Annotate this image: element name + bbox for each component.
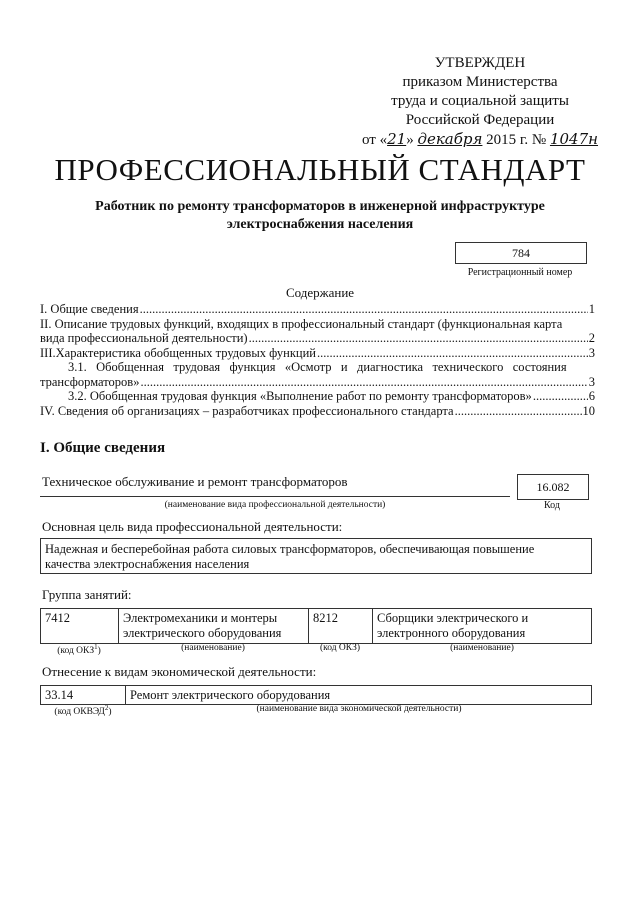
goal-line-2: качества электроснабжения населения	[45, 557, 250, 571]
group-name-cell: Сборщики электрического и электронного оборудования	[373, 609, 592, 644]
approval-country-line: Российской Федерации	[405, 112, 555, 128]
toc-item[interactable]: I. Общие сведения ..... 1	[40, 302, 595, 317]
toc-heading: Содержание	[285, 285, 355, 300]
subtitle-line-1: Работник по ремонту трансформаторов в инженерной инфраструктуре	[95, 199, 545, 214]
toc-item[interactable]: 3.2. Обобщенная трудовая функция «Выполнение работ по ремонту трансформаторов» ..... 6	[40, 389, 595, 404]
activity-code-label: Код	[544, 500, 560, 511]
approval-order-line: приказом Министерства	[402, 74, 558, 90]
okz-code-label: (код ОКЗ$^1$)	[57, 643, 101, 657]
toc-item[interactable]: IV. Сведения об организациях – разработчиках профессионального стандарта ..... 10	[40, 404, 595, 419]
okz-code-label-2: (код ОКЗ)	[319, 643, 361, 653]
document-title: ПРОФЕССИОНАЛЬНЫЙ СТАНДАРТ	[54, 152, 586, 187]
registration-number-label: Регистрационный номер	[467, 267, 573, 278]
goal-box	[40, 538, 592, 574]
approval-date-line: от «21» декабря 2015 г. № 1047н	[361, 130, 599, 148]
date-prefix: от	[361, 132, 376, 148]
registration-number-box: 784	[455, 242, 587, 264]
toc-item[interactable]: вида профессиональной деятельности) ..... 2	[40, 331, 595, 346]
economic-activity-name-label: (наименование вида экономической деятельности)	[256, 704, 462, 714]
subtitle-line-2: электроснабжения населения	[226, 217, 414, 232]
handwritten-month: декабря	[417, 130, 483, 148]
approval-ministry-line: труда и социальной защиты	[391, 93, 569, 109]
toc-item[interactable]: III.Характеристика обобщенных трудовых функций ..... 3	[40, 346, 595, 361]
section-heading: I. Общие сведения	[40, 440, 166, 456]
okved-code-label: (код ОКВЭД$^2$)	[54, 704, 112, 718]
occupation-groups-table	[40, 608, 592, 644]
handwritten-day: 21	[387, 130, 407, 148]
goal-label: Основная цель вида профессиональной деятельности:	[42, 519, 343, 534]
activity-kind-label: (наименование вида профессиональной деятельности)	[164, 500, 386, 510]
date-year: 2015 г. №	[486, 132, 547, 148]
group-name-cell: Электромеханики и монтеры электрического оборудования	[119, 609, 309, 644]
group-code-cell: 7412	[41, 609, 119, 644]
activity-kind-underline	[40, 496, 510, 497]
economic-activity-label: Отнесение к видам экономической деятельности:	[42, 664, 317, 679]
table-of-contents	[40, 302, 595, 418]
approval-block	[360, 54, 600, 150]
toc-item[interactable]: трансформаторов» ..... 3	[40, 375, 595, 390]
goal-line-1: Надежная и бесперебойная работа силовых трансформаторов, обеспечивающая повышение	[45, 542, 535, 556]
group-code-cell: 8212	[309, 609, 373, 644]
economic-activity-table	[40, 685, 592, 705]
okved-name-cell: Ремонт электрического оборудования	[126, 686, 592, 705]
document-subtitle	[40, 198, 600, 234]
occupation-group-label: Группа занятий:	[42, 587, 132, 602]
toc-item-line[interactable]: II. Описание трудовых функций, входящих в профессиональный стандарт (функциональная карта	[40, 316, 563, 331]
handwritten-order-number: 1047н	[549, 130, 599, 148]
activity-code-box: 16.082	[517, 474, 589, 500]
approval-title: УТВЕРЖДЕН	[434, 55, 526, 71]
group-name-label-2: (наименование)	[450, 643, 514, 653]
group-name-label: (наименование)	[181, 643, 245, 653]
toc-item-line[interactable]: 3.1. Обобщенная трудовая функция «Осмотр и диагностика технического состояния	[68, 360, 567, 374]
table-row	[41, 686, 592, 705]
okved-code-cell: 33.14	[41, 686, 126, 705]
activity-kind-value: Техническое обслуживание и ремонт трансформаторов	[42, 474, 348, 489]
table-row	[41, 609, 592, 644]
